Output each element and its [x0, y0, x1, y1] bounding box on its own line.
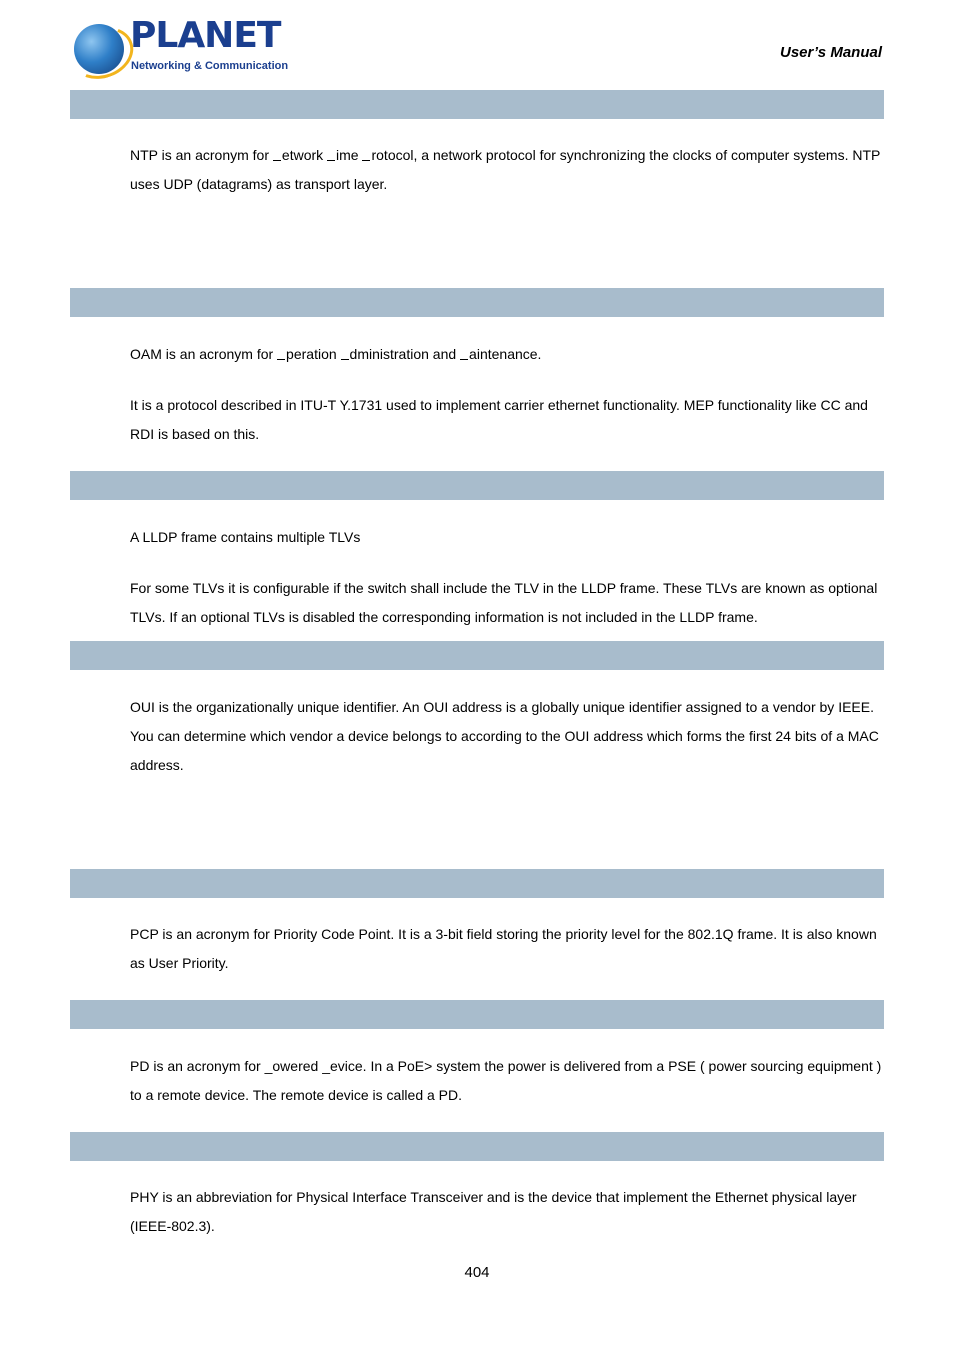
section-band-oam — [70, 288, 884, 317]
page-number: 404 — [464, 1264, 490, 1281]
manual-label: User’s Manual — [780, 44, 882, 61]
pcp-paragraph: PCP is an acronym for Priority Code Point. It is a 3-bit field storing the priority level for the 802.1Q frame. It is also known as User Priority. — [130, 926, 877, 971]
underscore-mark — [460, 345, 468, 360]
section-band-tlv — [70, 471, 884, 500]
oam-paragraph-2: It is a protocol described in ITU-T Y.1731 used to implement carrier ethernet functionality. MEP functionality like CC and RDI is based on this. — [130, 397, 868, 442]
section-band-pd — [70, 1000, 884, 1029]
oam-paragraph-1: OAM is an acronym for peration dministration and aintenance. — [130, 346, 542, 362]
globe-icon — [74, 24, 124, 74]
planet-logo — [74, 15, 289, 78]
ntp-paragraph: NTP is an acronym for etwork ime rotocol, a network protocol for synchronizing the clocks of computer systems. NTP uses UDP (datagrams) as transport layer. — [130, 147, 881, 192]
tlv-paragraph-1: A LLDP frame contains multiple TLVs — [130, 529, 361, 545]
pd-paragraph: PD is an acronym for _owered _evice. In a PoE> system the power is delivered from a PSE ( power sourcing equipment ) to a remote device. The remote device is called a PD. — [130, 1058, 882, 1103]
oui-paragraph: OUI is the organizationally unique identifier. An OUI address is a globally unique identifier assigned to a vendor by IEEE. You can determine which vendor a device belongs to according to the OUI address which forms the first 24 bits of a MAC address. — [130, 699, 879, 773]
underscore-mark — [341, 345, 349, 360]
underscore-mark — [327, 146, 335, 161]
brand-name: PLANET — [130, 15, 281, 56]
phy-paragraph: PHY is an abbreviation for Physical Interface Transceiver and is the device that implement the Ethernet physical layer (IEEE-802.3). — [130, 1189, 857, 1234]
section-band-oui — [70, 641, 884, 670]
tlv-paragraph-2: For some TLVs it is configurable if the switch shall include the TLV in the LLDP frame. These TLVs are known as optional TLVs. If an optional TLVs is disabled the corresponding information is not included in the LLDP frame. — [130, 580, 878, 625]
section-band-ntp — [70, 90, 884, 119]
brand-tagline: Networking & Communication — [131, 60, 289, 72]
underscore-mark — [362, 146, 370, 161]
underscore-mark — [277, 345, 285, 360]
section-band-pcp — [70, 869, 884, 898]
section-band-phy — [70, 1132, 884, 1161]
underscore-mark — [273, 146, 281, 161]
